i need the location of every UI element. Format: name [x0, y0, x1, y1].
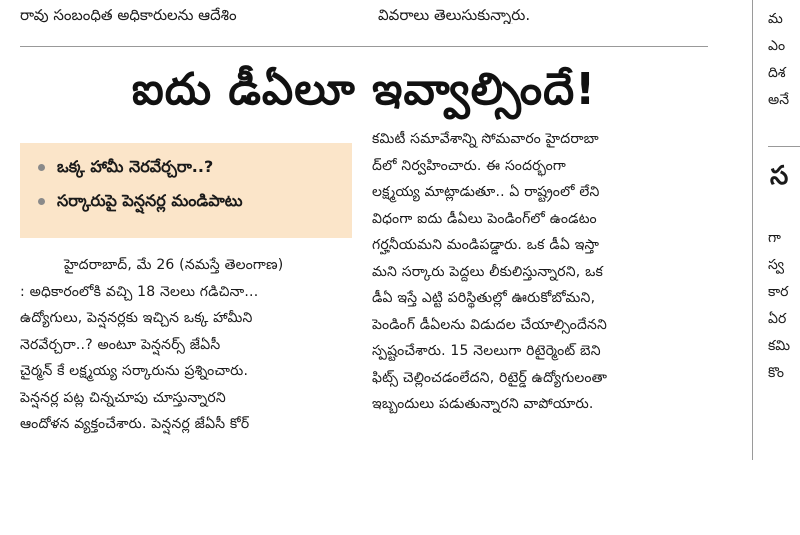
body-line: పెన్షనర్ల పట్ల చిన్నచూపు చూస్తున్నారని: [20, 389, 226, 406]
highlight-item: [38, 191, 340, 211]
adjacent-article-fragment-body: [768, 225, 800, 387]
highlight-text: ఒక్క హామీ నెరవేర్చరా..?: [57, 157, 214, 176]
previous-article-fragment-left: [20, 0, 360, 24]
body-line: : అధికారంలోకి వచ్చి 18 నెలలు గడిచినా...: [20, 283, 259, 300]
fragment-line: ఎం: [768, 38, 786, 54]
fragment-line: గా: [768, 230, 781, 246]
body-line: గర్హనీయమని మండిపడ్డారు. ఒక డీఏ ఇస్తా: [372, 237, 600, 253]
adjacent-article-heading: స: [770, 161, 789, 191]
highlight-text: సర్కారుపై పెన్షనర్ల మండిపాటు: [57, 191, 243, 210]
column-divider: [752, 0, 753, 460]
fragment-line: ఏర: [768, 311, 787, 327]
body-line: డీఏ ఇస్తే ఎట్టి పరిస్థితుల్లో ఊరుకోబోమని,: [372, 290, 596, 306]
adjacent-article-divider: [768, 146, 800, 147]
previous-article-fragment-right: [378, 0, 708, 24]
body-line: స్పష్టంచేశారు. 15 నెలలుగా రిటైర్మెంట్ బెని: [372, 343, 601, 359]
fragment-line: కొం: [768, 365, 784, 381]
bullet-icon: [38, 164, 45, 171]
previous-article-line: రావు సంబంధిత అధికారులను ఆదేశిం: [20, 6, 237, 24]
body-line: ఆందోళన వ్యక్తంచేశారు. పెన్షనర్ల జేఏసీ కోర్: [20, 416, 250, 432]
previous-article-line: వివరాలు తెలుసుకున్నారు.: [378, 6, 531, 24]
fragment-line: కమి: [768, 338, 791, 354]
fragment-line: మ: [768, 11, 783, 27]
body-line: మని సర్కారు పెద్దలు లీకులిస్తున్నారని, ఒక: [372, 263, 604, 280]
highlights-box: [20, 143, 352, 238]
article-headline: ఐదు డీఏలూ ఇవ్వాల్సిందే!: [131, 64, 597, 115]
article-divider: [20, 46, 708, 47]
article-body-right-column: [372, 126, 708, 418]
body-line: ఉద్యోగులు, పెన్షనర్లకు ఇచ్చిన ఒక్క హామీని: [20, 310, 253, 326]
body-line: చైర్మన్ కే లక్ష్మయ్య సర్కారును ప్రశ్నించారు.: [20, 363, 249, 379]
body-line: కమిటీ సమావేశాన్ని సోమవారం హైదరాబా: [372, 131, 599, 147]
bullet-icon: [38, 198, 45, 205]
article-body-left-column: [20, 252, 356, 438]
highlight-item: [38, 157, 340, 177]
body-line: హైదరాబాద్, మే 26 (నమస్తే తెలంగాణ): [64, 257, 284, 273]
fragment-line: స్వ: [768, 257, 785, 273]
body-line: ఫిట్స్ చెల్లించడంలేదని, రిటైర్డ్ ఉద్యోగులంతా: [372, 369, 608, 386]
body-line: లక్ష్మయ్య మాట్లాడుతూ.. ఏ రాష్ట్రంలో లేని: [372, 184, 600, 200]
fragment-line: అనే: [768, 92, 790, 108]
fragment-line: కార: [768, 284, 789, 300]
body-line: ద్‌లో నిర్వహించారు. ఈ సందర్భంగా: [372, 157, 566, 174]
body-line: నెరవేర్చరా..? అంటూ పెన్షనర్స్ జేఏసీ: [20, 336, 221, 353]
body-line: ఇబ్బందులు పడుతున్నారని వాపోయారు.: [372, 396, 594, 412]
body-line: పెండింగ్ డీఏలను విడుదల చేయాల్సిందేనని: [372, 316, 608, 333]
body-line: విధంగా ఐదు డీఏలు పెండింగ్‌లో ఉండటం: [372, 210, 597, 227]
fragment-line: దిశ: [768, 65, 786, 81]
adjacent-article-fragment-top: [768, 6, 800, 114]
